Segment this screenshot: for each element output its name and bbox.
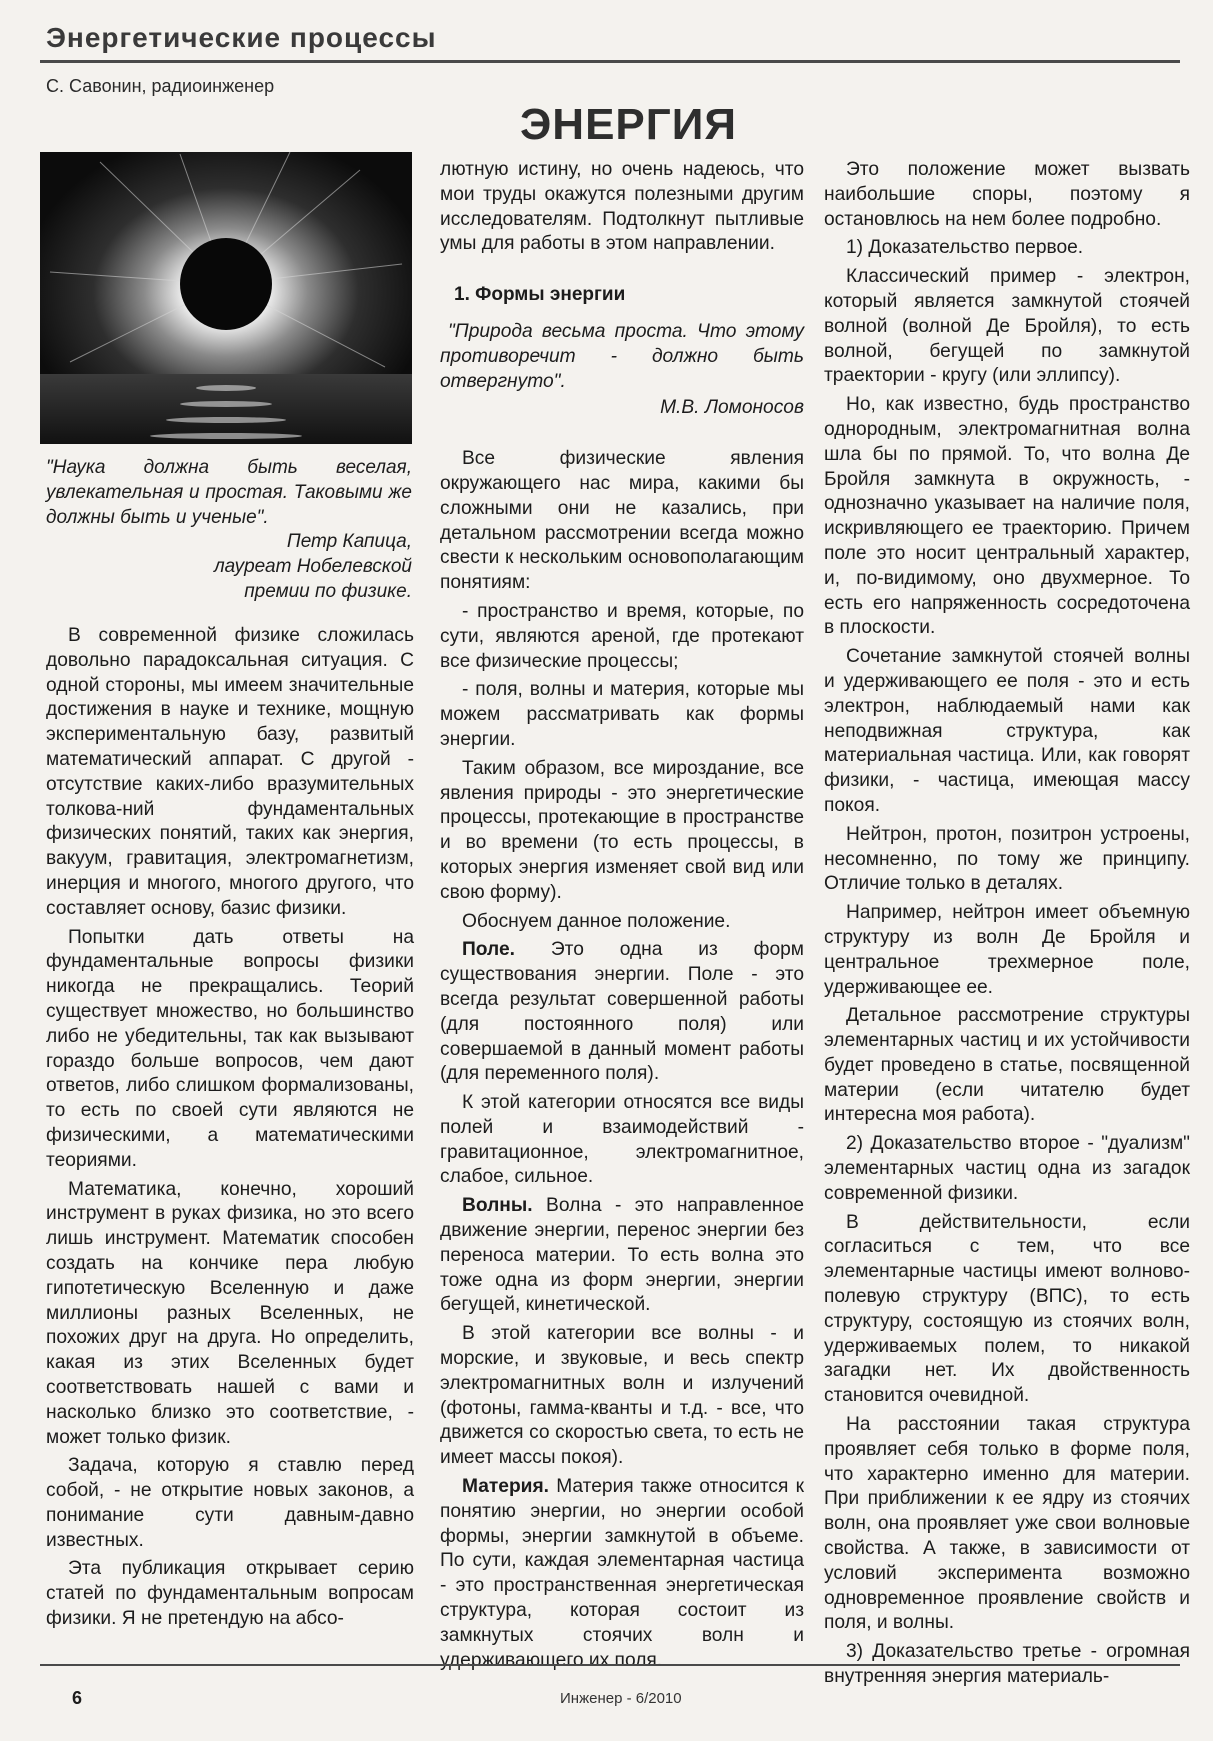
quote-author-role-1: лауреат Нобелевской — [213, 556, 412, 578]
column-1 — [46, 624, 414, 1636]
author-line: С. Савонин, радиоинженер — [46, 76, 275, 96]
paragraph: Классический пример - электрон, который является замкнутой стоячей волной (волной Де Бройля), то есть волной, бегущей по замкнутой траектории - кругу (или эллипсу). — [824, 266, 1190, 387]
paragraph: Эта публикация открывает серию статей по фундаментальным вопросам физики. Я не претендую на абсо- — [46, 1558, 414, 1630]
epigraph-text: "Природа весьма проста. Что этому противоречит - должно быть отвергнуто". — [440, 320, 804, 392]
column-2 — [440, 158, 804, 1677]
paragraph: 3) Доказательство третье - огромная внутренняя энергия материаль- — [824, 1641, 1190, 1688]
paragraph-waves — [440, 1194, 804, 1318]
paragraph-field — [440, 938, 804, 1087]
paragraph: 2) Доказательство второе - "дуализм" элементарных частиц одна из загадок современной физики. — [824, 1133, 1190, 1204]
header-rule — [40, 60, 1180, 63]
paragraph: Задача, которую я ставлю перед собой, - не открытие новых законов, а понимание сути давным-давно известных. — [46, 1455, 414, 1551]
term-waves: Волны. — [462, 1195, 533, 1217]
paragraph: Например, нейтрон имеет объемную структуру из волн Де Бройля и центральное трехмерное поле, удерживающее ее. — [824, 902, 1190, 998]
term-field-text: Это одна из форм существования энергии. Поле - это всегда результат совершенной работы (для постоянного поля) или совершаемой в данный момент работы (для переменного поля). — [440, 939, 804, 1085]
paragraph: Математика, конечно, хороший инструмент в руках физика, но это всего лишь инструмент. Математик способен создать на кончике пера любую гипотетическую Вселенную и даже миллионы разных Вселенных, не похожих друг на друга. Но определить, какая из этих Вселенных будет соответствовать нашей с вами и насколько близко это соответствие, - может только физик. — [46, 1178, 414, 1448]
opening-quote — [46, 456, 412, 605]
paragraph: В действительности, если согласиться с тем, что все элементарные частицы имеют волново-полевую структуру (ВПС), то есть структуру, состоящую из стоячих волн, удерживаемых полем, то никакой загадки нет. Их двойственность становится очевидной. — [824, 1211, 1190, 1407]
quote-text: "Наука должна быть веселая, увлекательная и простая. Таковыми же должны быть и ученые". — [46, 457, 412, 528]
paragraph: лютную истину, но очень надеюсь, что мои труды окажутся полезными другим исследователям. Подтолкнут пытливые умы для работы в этом направлении. — [440, 159, 804, 255]
quote-author: Петр Капица, — [286, 531, 412, 553]
issue-info: Инженер - 6/2010 — [560, 1690, 682, 1707]
paragraph: Детальное рассмотрение структуры элементарных частиц и их устойчивости будет проведено в статье, посвященной материи (если читателю будет интересна моя работа). — [824, 1005, 1190, 1126]
page-number: 6 — [72, 1688, 83, 1708]
paragraph: Это положение может вызвать наибольшие споры, поэтому я остановлюсь на нем более подробно. — [824, 159, 1190, 230]
eclipse-image — [40, 152, 412, 444]
paragraph: - поля, волны и материя, которые мы можем рассматривать как формы энергии. — [440, 679, 804, 750]
article-title: ЭНЕРГИЯ — [520, 100, 737, 149]
quote-author-role-2: премии по физике. — [244, 580, 412, 602]
paragraph: Попытки дать ответы на фундаментальные вопросы физики никогда не прекращались. Теорий существует множество, но большинство либо не убедительны, так как вызывают гораздо больше вопросов, чем дают ответов, либо слишком формализованы, то есть по своей сути являются не физическими, а математическими теориями. — [46, 926, 414, 1171]
paragraph: Все физические явления окружающего нас мира, какими бы сложными они не казались, при детальном рассмотрении всегда можно свести к нескольким основополагающим понятиям: — [440, 448, 804, 594]
paragraph: В современной физике сложилась довольно парадоксальная ситуация. С одной стороны, мы имеем значительные достижения в науке и технике, мощную экспериментальную базу, развитый математический аппарат. С другой - отсутствие каких-либо вразумительных толкова-ний фундаментальных физических понятий, таких как энергия, вакуум, гравитация, электромагнетизм, инерция и многого, многого другого, что составляет основу, базис физики. — [46, 625, 414, 919]
paragraph: Но, как известно, будь пространство однородным, электромагнитная волна шла бы по прямой. То, что волна Де Бройля замкнута в окружность, - однозначно указывает на наличие поля, искривляющего ее траекторию. Причем поле это носит центральный характер, и, по-видимому, оно двухмерное. То есть его напряженность сосредоточена в плоскости. — [824, 394, 1190, 639]
term-field: Поле. — [462, 939, 515, 961]
epigraph-author: М.В. Ломоносов — [660, 397, 804, 419]
paragraph: Сочетание замкнутой стоячей волны и удерживающего ее поля - это и есть электрон, наблюдаемый нами как неподвижная структура, как материальная частица. Или, как говорят физики, - частица, имеющая массу покоя. — [824, 646, 1190, 816]
paragraph: В этой категории все волны - и морские, и звуковые, и весь спектр электромагнитных волн и излучений (фотоны, гамма-кванты и т.д. - все, что движется со скоростью света, то есть не имеет массы покоя). — [440, 1323, 804, 1469]
paragraph-matter — [440, 1475, 804, 1673]
paragraph: 1) Доказательство первое. — [846, 237, 1084, 259]
paragraph: Таким образом, все мироздание, все явления природы - это энергетические процессы, протекающие в пространстве и во времени (то есть процессы, в которых энергия изменяет свой вид или свою форму). — [440, 757, 804, 903]
footer-rule — [40, 1664, 1180, 1666]
paragraph: На расстоянии такая структура проявляет себя только в форме поля, что характерно именно для материи. При приближении к ее ядру из стоячих волн, она проявляет уже свои волновые свойства. А также, в зависимости от условий эксперимента возможно одновременное проявление свойств и поля, и волны. — [824, 1414, 1190, 1634]
term-waves-text: Волна - это направленное движение энергии, перенос энергии без переноса материи. То есть волна это тоже одна из форм энергии, энергии бегущей, кинетической. — [440, 1195, 804, 1316]
solar-eclipse-photo — [40, 152, 412, 444]
paragraph: Обоснуем данное положение. — [462, 910, 731, 932]
paragraph: - пространство и время, которые, по сути, являются ареной, где протекают все физические процессы; — [440, 600, 804, 672]
paragraph: Нейтрон, протон, позитрон устроены, несомненно, по тому же принципу. Отличие только в деталях. — [824, 823, 1190, 895]
rubric-title: Энергетические процессы — [46, 22, 437, 53]
term-matter-text: Материя также относится к понятию энергии, но энергии особой формы, энергии замкнутой в объеме. По сути, каждая элементарная частица - это пространственная энергетическая структура, которая состоит из замкнутых стоячих волн и удерживающего их поля. — [440, 1476, 804, 1671]
column-3 — [824, 158, 1190, 1694]
term-matter: Материя. — [462, 1476, 549, 1498]
section-heading: 1. Формы энергии — [454, 284, 626, 306]
paragraph: К этой категории относятся все виды полей и взаимодействий - гравитационное, электромагнитное, слабое, сильное. — [440, 1092, 804, 1188]
